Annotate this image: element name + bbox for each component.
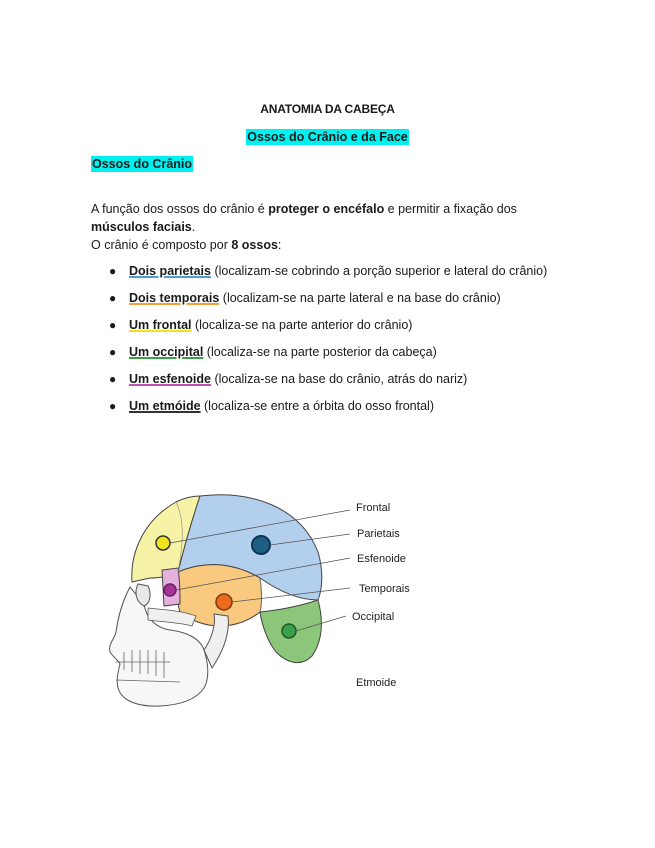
section-heading: Ossos do Crânio xyxy=(92,157,193,171)
occipital-marker xyxy=(282,624,296,638)
skull-diagram xyxy=(100,492,420,717)
bullet-icon: ● xyxy=(109,399,117,413)
sphenoid-marker xyxy=(164,584,176,596)
bone-description: (localizam-se cobrindo a porção superior e lateral do crânio) xyxy=(210,264,548,278)
label-frontal: Frontal xyxy=(356,502,391,514)
section-heading-container xyxy=(91,155,193,173)
document-title: ANATOMIA DA CABEÇA xyxy=(260,102,395,116)
bone-description: (localiza-se na base do crânio, atrás do nariz) xyxy=(210,372,468,386)
bone-description: (localiza-se entre a órbita do osso frontal) xyxy=(200,399,434,413)
bone-description: (localiza-se na parte posterior da cabeça) xyxy=(203,345,437,359)
bone-name: Um esfenoide xyxy=(129,372,211,386)
bone-name: Dois parietais xyxy=(129,264,211,278)
list-item xyxy=(91,261,547,288)
bullet-icon: ● xyxy=(109,372,117,386)
subtitle-container xyxy=(0,128,655,146)
intro-text-1: A função dos ossos do crânio é xyxy=(91,202,269,216)
document-subtitle: Ossos do Crânio e da Face xyxy=(247,130,408,144)
list-item xyxy=(91,396,547,423)
frontal-marker xyxy=(156,536,170,550)
bone-name: Um frontal xyxy=(129,318,192,332)
list-item xyxy=(91,288,547,315)
composition-paragraph xyxy=(91,236,281,254)
list-item xyxy=(91,315,547,342)
intro-paragraph xyxy=(91,200,571,236)
intro-text-3: . xyxy=(191,220,196,234)
bullet-icon: ● xyxy=(109,345,117,359)
label-parietais: Parietais xyxy=(357,528,400,540)
composition-text-1: O crânio é composto por xyxy=(91,238,232,252)
bullet-icon: ● xyxy=(109,264,117,278)
bones-list xyxy=(91,261,547,423)
parietal-marker xyxy=(252,536,270,554)
bullet-icon: ● xyxy=(109,318,117,332)
intro-text-2: e permitir a fixação dos xyxy=(384,202,517,216)
bone-description: (localizam-se na parte lateral e na base do crânio) xyxy=(219,291,501,305)
composition-text-2: : xyxy=(277,238,282,252)
list-item xyxy=(91,369,547,396)
list-item xyxy=(91,342,547,369)
label-esfenoide: Esfenoide xyxy=(357,553,406,565)
label-etmoide: Etmoide xyxy=(356,677,397,689)
temporal-marker xyxy=(216,594,232,610)
label-temporais: Temporais xyxy=(359,583,410,595)
bone-name: Um etmóide xyxy=(129,399,201,413)
intro-bold-2: músculos faciais xyxy=(91,220,192,234)
composition-bold: 8 ossos xyxy=(231,238,278,252)
bullet-icon: ● xyxy=(109,291,117,305)
bone-name: Um occipital xyxy=(129,345,204,359)
bone-description: (localiza-se na parte anterior do crânio) xyxy=(191,318,413,332)
intro-bold-1: proteger o encéfalo xyxy=(268,202,385,216)
bone-name: Dois temporais xyxy=(129,291,220,305)
label-occipital: Occipital xyxy=(352,611,395,623)
